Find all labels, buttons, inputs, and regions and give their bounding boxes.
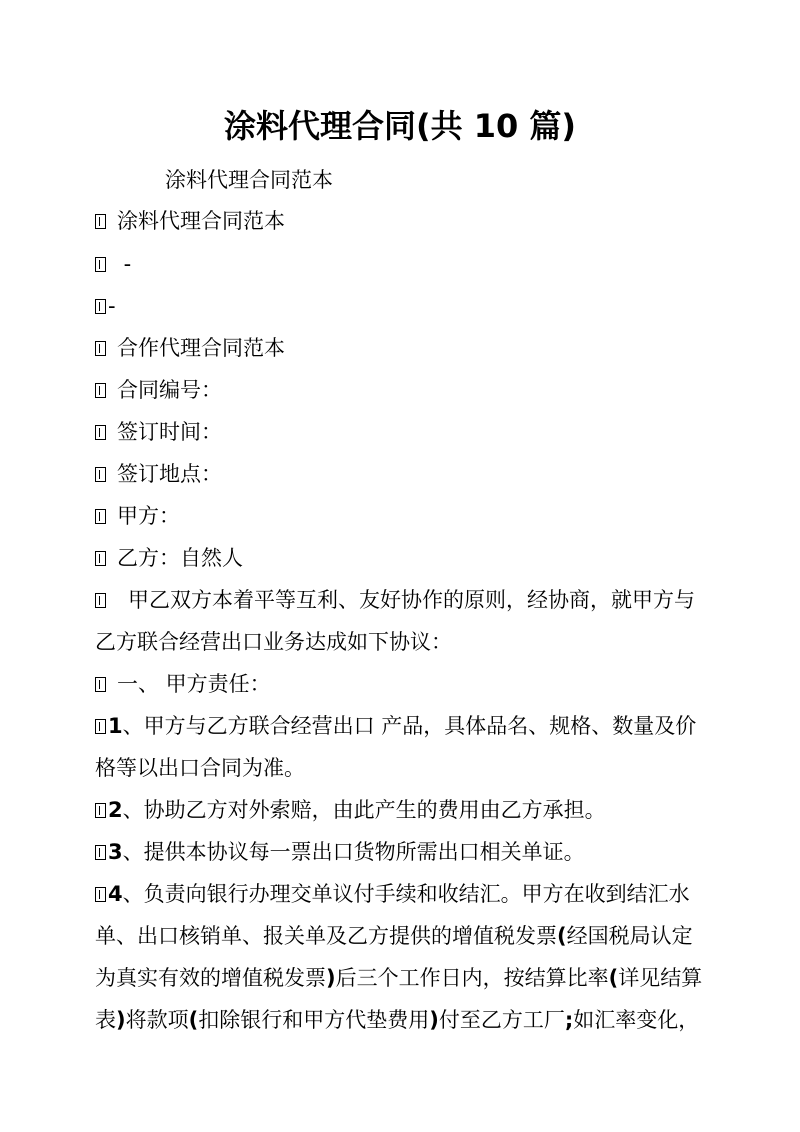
- paragraph-line: 1、甲方与乙方联合经营出口 产品，具体品名、规格、数量及价: [95, 712, 715, 740]
- paragraph-line: 甲乙双方本着平等互利、友好协作的原则，经协商，就甲方与: [95, 586, 715, 614]
- bullet-icon: [95, 467, 106, 482]
- paragraph-line: 一、 甲方责任：: [95, 670, 715, 698]
- paragraph-line: 乙方：自然人: [95, 544, 715, 572]
- bullet-icon: [95, 803, 106, 818]
- paragraph-line: 签订地点：: [95, 460, 715, 488]
- bullet-icon: [95, 341, 106, 356]
- paragraph-line: -: [95, 250, 715, 278]
- paragraph-line: 格等以出口合同为准。: [95, 756, 305, 780]
- bullet-icon: [95, 593, 106, 608]
- paragraph-line: 表)将款项(扣除银行和甲方代垫费用)付至乙方工厂;如汇率变化，: [95, 1008, 700, 1032]
- document-title: 涂料代理合同(共 10 篇): [223, 107, 577, 145]
- bullet-icon: [95, 425, 106, 440]
- bullet-icon: [95, 509, 106, 524]
- paragraph-line: 3、提供本协议每一票出口货物所需出口相关单证。: [95, 838, 715, 866]
- bullet-icon: [95, 257, 106, 272]
- paragraph-line: 合作代理合同范本: [95, 334, 715, 362]
- document-subtitle: 涂料代理合同范本: [165, 168, 333, 192]
- paragraph-line: 乙方联合经营出口业务达成如下协议：: [95, 630, 452, 654]
- paragraph-line: 甲方：: [95, 502, 715, 530]
- paragraph-line: 为真实有效的增值税发票)后三个工作日内，按结算比率(详见结算: [95, 966, 703, 990]
- bullet-icon: [95, 677, 106, 692]
- paragraph-line: 单、出口核销单、报关单及乙方提供的增值税发票(经国税局认定: [95, 924, 693, 948]
- bullet-icon: [95, 551, 106, 566]
- paragraph-line: 涂料代理合同范本: [95, 207, 715, 235]
- bullet-icon: [95, 383, 106, 398]
- paragraph-line: -: [95, 292, 715, 320]
- bullet-icon: [95, 214, 106, 229]
- bullet-icon: [95, 845, 106, 860]
- bullet-icon: [95, 887, 106, 902]
- paragraph-line: 2、协助乙方对外索赔，由此产生的费用由乙方承担。: [95, 796, 715, 824]
- bullet-icon: [95, 299, 106, 314]
- paragraph-line: 签订时间：: [95, 418, 715, 446]
- paragraph-line: 合同编号：: [95, 376, 715, 404]
- paragraph-line: 4、负责向银行办理交单议付手续和收结汇。甲方在收到结汇水: [95, 880, 715, 908]
- bullet-icon: [95, 719, 106, 734]
